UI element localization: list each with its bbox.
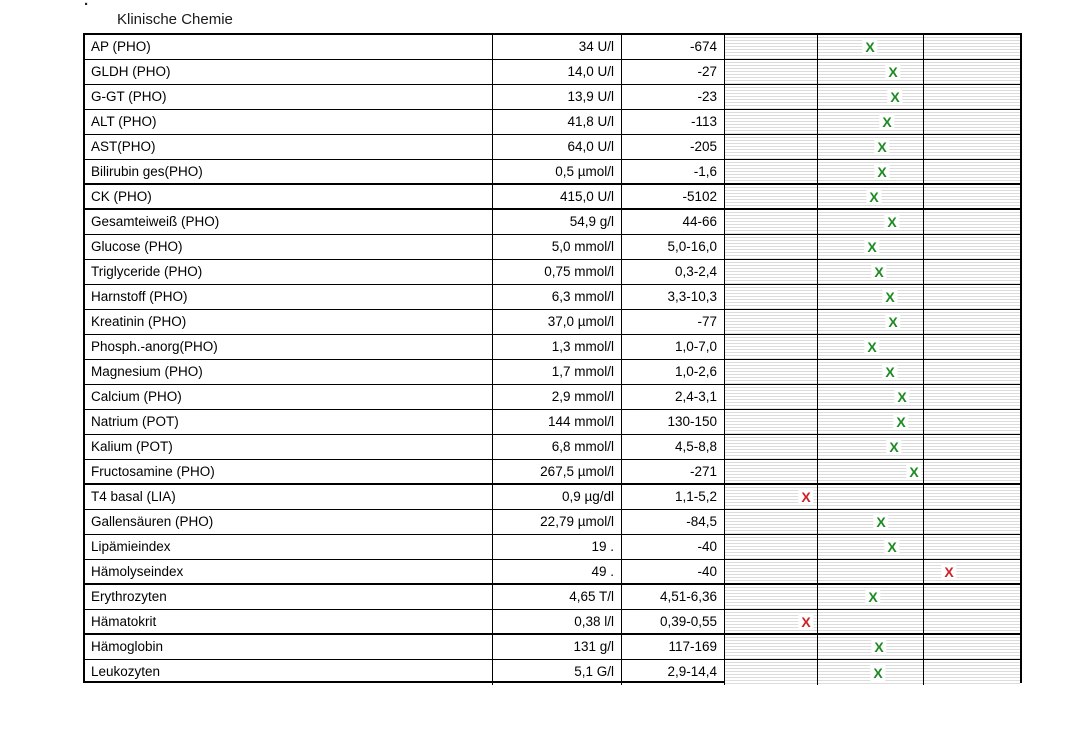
indicator-zone-low xyxy=(725,210,817,234)
test-value-cell: 0,38 l/l xyxy=(492,610,621,633)
indicator-zone-normal xyxy=(817,160,924,183)
indicator-zone-high xyxy=(923,510,1020,534)
indicator-zone-low xyxy=(725,535,817,559)
test-value-cell: 64,0 U/l xyxy=(492,135,621,159)
indicator-zone-low xyxy=(725,435,817,459)
indicator-zone-low xyxy=(725,560,817,583)
test-value-cell: 4,65 T/l xyxy=(492,585,621,609)
range-indicator-cell xyxy=(724,660,1020,685)
indicator-zone-high xyxy=(923,35,1020,59)
range-indicator-cell xyxy=(724,210,1020,234)
range-indicator-cell xyxy=(724,235,1020,259)
reference-range-cell: 2,9-14,4 xyxy=(621,660,724,685)
range-indicator-cell xyxy=(724,85,1020,109)
test-value-cell: 144 mmol/l xyxy=(492,410,621,434)
result-marker-x: X xyxy=(798,614,813,630)
range-indicator-cell xyxy=(724,285,1020,309)
reference-range-cell: -40 xyxy=(621,535,724,559)
indicator-zone-high xyxy=(923,385,1020,409)
indicator-zone-normal xyxy=(817,510,924,534)
test-name-cell: Hämolyseindex xyxy=(91,564,184,579)
result-marker-x: X xyxy=(893,414,908,430)
table-row xyxy=(85,360,1020,385)
reference-range-cell: -674 xyxy=(621,35,724,59)
test-name-cell: Hämatokrit xyxy=(91,614,157,629)
test-name-cell: Magnesium (PHO) xyxy=(91,364,203,379)
result-marker-x: X xyxy=(865,589,880,605)
test-name-cell: Erythrozyten xyxy=(91,589,167,604)
indicator-zone-high xyxy=(923,310,1020,334)
indicator-zone-normal xyxy=(817,360,924,384)
indicator-zone-normal xyxy=(817,635,924,659)
indicator-zone-normal xyxy=(817,135,924,159)
range-indicator-cell xyxy=(724,260,1020,284)
indicator-zone-low xyxy=(725,310,817,334)
test-name-cell: Leukozyten xyxy=(91,664,161,679)
lab-table-body xyxy=(85,35,1020,685)
indicator-zone-high xyxy=(923,660,1020,685)
test-value-cell: 0,9 µg/dl xyxy=(492,485,621,509)
result-marker-x: X xyxy=(887,89,902,105)
test-value-cell: 37,0 µmol/l xyxy=(492,310,621,334)
reference-range-cell: 3,3-10,3 xyxy=(621,285,724,309)
section-title: Klinische Chemie xyxy=(117,11,233,28)
table-row xyxy=(85,410,1020,435)
indicator-zone-normal xyxy=(817,485,924,509)
indicator-zone-low xyxy=(725,635,817,659)
reference-range-cell: 5,0-16,0 xyxy=(621,235,724,259)
indicator-zone-high xyxy=(923,585,1020,609)
test-name-cell: Fructosamine (PHO) xyxy=(91,464,215,479)
table-row xyxy=(85,510,1020,535)
table-row xyxy=(85,185,1020,210)
table-row xyxy=(85,135,1020,160)
test-value-cell: 5,0 mmol/l xyxy=(492,235,621,259)
test-value-cell: 22,79 µmol/l xyxy=(492,510,621,534)
reference-range-cell: 130-150 xyxy=(621,410,724,434)
indicator-zone-low xyxy=(725,35,817,59)
test-value-cell: 54,9 g/l xyxy=(492,210,621,234)
test-value-cell: 0,75 mmol/l xyxy=(492,260,621,284)
reference-range-cell: -113 xyxy=(621,110,724,134)
result-marker-x: X xyxy=(798,489,813,505)
table-row xyxy=(85,435,1020,460)
indicator-zone-low xyxy=(725,385,817,409)
table-row xyxy=(85,110,1020,135)
reference-range-cell: -271 xyxy=(621,460,724,483)
test-value-cell: 14,0 U/l xyxy=(492,60,621,84)
result-marker-x: X xyxy=(874,139,889,155)
test-name-cell: AST(PHO) xyxy=(91,139,156,154)
reference-range-cell: -40 xyxy=(621,560,724,583)
table-row xyxy=(85,585,1020,610)
result-marker-x: X xyxy=(886,439,901,455)
result-marker-x: X xyxy=(871,639,886,655)
range-indicator-cell xyxy=(724,610,1020,633)
reference-range-cell: -77 xyxy=(621,310,724,334)
reference-range-cell: 4,5-8,8 xyxy=(621,435,724,459)
result-marker-x: X xyxy=(882,364,897,380)
reference-range-cell: 1,1-5,2 xyxy=(621,485,724,509)
test-name-cell: Hämoglobin xyxy=(91,639,164,654)
table-row xyxy=(85,635,1020,660)
range-indicator-cell xyxy=(724,135,1020,159)
range-indicator-cell xyxy=(724,160,1020,183)
reference-range-cell: 0,3-2,4 xyxy=(621,260,724,284)
result-marker-x: X xyxy=(879,114,894,130)
reference-range-cell: 117-169 xyxy=(621,635,724,659)
table-row xyxy=(85,235,1020,260)
indicator-zone-high xyxy=(923,435,1020,459)
test-value-cell: 5,1 G/l xyxy=(492,660,621,685)
indicator-zone-normal xyxy=(817,110,924,134)
range-indicator-cell xyxy=(724,460,1020,483)
indicator-zone-low xyxy=(725,185,817,208)
result-marker-x: X xyxy=(894,389,909,405)
test-value-cell: 13,9 U/l xyxy=(492,85,621,109)
test-value-cell: 267,5 µmol/l xyxy=(492,460,621,483)
indicator-zone-low xyxy=(725,260,817,284)
indicator-zone-low xyxy=(725,360,817,384)
indicator-zone-high xyxy=(923,635,1020,659)
reference-range-cell: 0,39-0,55 xyxy=(621,610,724,633)
range-indicator-cell xyxy=(724,410,1020,434)
indicator-zone-normal xyxy=(817,610,924,633)
result-marker-x: X xyxy=(874,164,889,180)
result-marker-x: X xyxy=(871,264,886,280)
table-row xyxy=(85,310,1020,335)
indicator-zone-low xyxy=(725,660,817,685)
range-indicator-cell xyxy=(724,310,1020,334)
test-name-cell: T4 basal (LIA) xyxy=(91,489,176,504)
page-dot: . xyxy=(84,0,89,9)
indicator-zone-high xyxy=(923,360,1020,384)
reference-range-cell: 44-66 xyxy=(621,210,724,234)
range-indicator-cell xyxy=(724,360,1020,384)
indicator-zone-high xyxy=(923,110,1020,134)
indicator-zone-low xyxy=(725,160,817,183)
indicator-zone-high xyxy=(923,560,1020,583)
test-name-cell: Phosph.-anorg(PHO) xyxy=(91,339,218,354)
indicator-zone-high xyxy=(923,160,1020,183)
test-name-cell: Triglyceride (PHO) xyxy=(91,264,203,279)
range-indicator-cell xyxy=(724,385,1020,409)
test-name-cell: Bilirubin ges(PHO) xyxy=(91,164,203,179)
range-indicator-cell xyxy=(724,485,1020,509)
table-row xyxy=(85,60,1020,85)
test-value-cell: 131 g/l xyxy=(492,635,621,659)
indicator-zone-normal xyxy=(817,560,924,583)
indicator-zone-normal xyxy=(817,60,924,84)
test-value-cell: 415,0 U/l xyxy=(492,185,621,208)
reference-range-cell: -205 xyxy=(621,135,724,159)
test-value-cell: 19 . xyxy=(492,535,621,559)
result-marker-x: X xyxy=(885,64,900,80)
indicator-zone-low xyxy=(725,60,817,84)
result-marker-x: X xyxy=(882,289,897,305)
table-row xyxy=(85,160,1020,185)
indicator-zone-high xyxy=(923,235,1020,259)
table-row xyxy=(85,285,1020,310)
result-marker-x: X xyxy=(884,539,899,555)
indicator-zone-low xyxy=(725,585,817,609)
indicator-zone-high xyxy=(923,460,1020,483)
table-row xyxy=(85,385,1020,410)
test-name-cell: Kreatinin (PHO) xyxy=(91,314,187,329)
test-name-cell: Gallensäuren (PHO) xyxy=(91,514,214,529)
reference-range-cell: 1,0-2,6 xyxy=(621,360,724,384)
table-row xyxy=(85,560,1020,585)
test-name-cell: GLDH (PHO) xyxy=(91,64,171,79)
indicator-zone-normal xyxy=(817,260,924,284)
indicator-zone-low xyxy=(725,235,817,259)
test-name-cell: CK (PHO) xyxy=(91,189,152,204)
result-marker-x: X xyxy=(862,39,877,55)
range-indicator-cell xyxy=(724,635,1020,659)
table-row xyxy=(85,460,1020,485)
range-indicator-cell xyxy=(724,335,1020,359)
indicator-zone-high xyxy=(923,335,1020,359)
test-name-cell: Gesamteiweiß (PHO) xyxy=(91,214,220,229)
test-value-cell: 2,9 mmol/l xyxy=(492,385,621,409)
table-row xyxy=(85,660,1020,685)
indicator-zone-low xyxy=(725,285,817,309)
indicator-zone-normal xyxy=(817,285,924,309)
test-name-cell: ALT (PHO) xyxy=(91,114,157,129)
reference-range-cell: -84,5 xyxy=(621,510,724,534)
table-row xyxy=(85,85,1020,110)
range-indicator-cell xyxy=(724,435,1020,459)
test-value-cell: 0,5 µmol/l xyxy=(492,160,621,183)
test-name-cell: Kalium (POT) xyxy=(91,439,173,454)
indicator-zone-normal xyxy=(817,85,924,109)
indicator-zone-high xyxy=(923,285,1020,309)
table-row xyxy=(85,35,1020,60)
test-name-cell: AP (PHO) xyxy=(91,39,151,54)
test-value-cell: 1,7 mmol/l xyxy=(492,360,621,384)
result-marker-x: X xyxy=(941,564,956,580)
test-name-cell: Calcium (PHO) xyxy=(91,389,182,404)
test-value-cell: 49 . xyxy=(492,560,621,583)
indicator-zone-normal xyxy=(817,535,924,559)
range-indicator-cell xyxy=(724,60,1020,84)
table-row xyxy=(85,210,1020,235)
range-indicator-cell xyxy=(724,110,1020,134)
table-row xyxy=(85,535,1020,560)
indicator-zone-high xyxy=(923,485,1020,509)
test-value-cell: 1,3 mmol/l xyxy=(492,335,621,359)
indicator-zone-high xyxy=(923,535,1020,559)
indicator-zone-normal xyxy=(817,210,924,234)
table-row xyxy=(85,485,1020,510)
indicator-zone-low xyxy=(725,110,817,134)
indicator-zone-low xyxy=(725,460,817,483)
indicator-zone-high xyxy=(923,85,1020,109)
indicator-zone-high xyxy=(923,185,1020,208)
result-marker-x: X xyxy=(873,514,888,530)
indicator-zone-high xyxy=(923,60,1020,84)
reference-range-cell: -23 xyxy=(621,85,724,109)
result-marker-x: X xyxy=(864,339,879,355)
result-marker-x: X xyxy=(885,314,900,330)
table-row xyxy=(85,610,1020,635)
range-indicator-cell xyxy=(724,510,1020,534)
test-name-cell: G-GT (PHO) xyxy=(91,89,167,104)
indicator-zone-high xyxy=(923,610,1020,633)
test-name-cell: Natrium (POT) xyxy=(91,414,179,429)
table-row xyxy=(85,260,1020,285)
range-indicator-cell xyxy=(724,185,1020,208)
reference-range-cell: 2,4-3,1 xyxy=(621,385,724,409)
test-value-cell: 34 U/l xyxy=(492,35,621,59)
reference-range-cell: 1,0-7,0 xyxy=(621,335,724,359)
indicator-zone-high xyxy=(923,210,1020,234)
reference-range-cell: -27 xyxy=(621,60,724,84)
range-indicator-cell xyxy=(724,585,1020,609)
test-name-cell: Harnstoff (PHO) xyxy=(91,289,188,304)
indicator-zone-high xyxy=(923,135,1020,159)
test-value-cell: 6,3 mmol/l xyxy=(492,285,621,309)
test-name-cell: Lipämieindex xyxy=(91,539,171,554)
indicator-zone-high xyxy=(923,260,1020,284)
indicator-zone-low xyxy=(725,510,817,534)
range-indicator-cell xyxy=(724,35,1020,59)
table-row xyxy=(85,335,1020,360)
indicator-zone-normal xyxy=(817,310,924,334)
test-value-cell: 41,8 U/l xyxy=(492,110,621,134)
result-marker-x: X xyxy=(870,665,885,681)
result-marker-x: X xyxy=(866,189,881,205)
test-name-cell: Glucose (PHO) xyxy=(91,239,183,254)
result-marker-x: X xyxy=(864,239,879,255)
indicator-zone-normal xyxy=(817,435,924,459)
lab-results-table xyxy=(83,33,1022,683)
test-value-cell: 6,8 mmol/l xyxy=(492,435,621,459)
range-indicator-cell xyxy=(724,535,1020,559)
reference-range-cell: -5102 xyxy=(621,185,724,208)
indicator-zone-high xyxy=(923,410,1020,434)
indicator-zone-low xyxy=(725,410,817,434)
indicator-zone-low xyxy=(725,85,817,109)
indicator-zone-low xyxy=(725,335,817,359)
reference-range-cell: -1,6 xyxy=(621,160,724,183)
result-marker-x: X xyxy=(884,214,899,230)
reference-range-cell: 4,51-6,36 xyxy=(621,585,724,609)
result-marker-x: X xyxy=(906,464,921,480)
range-indicator-cell xyxy=(724,560,1020,583)
indicator-zone-low xyxy=(725,135,817,159)
